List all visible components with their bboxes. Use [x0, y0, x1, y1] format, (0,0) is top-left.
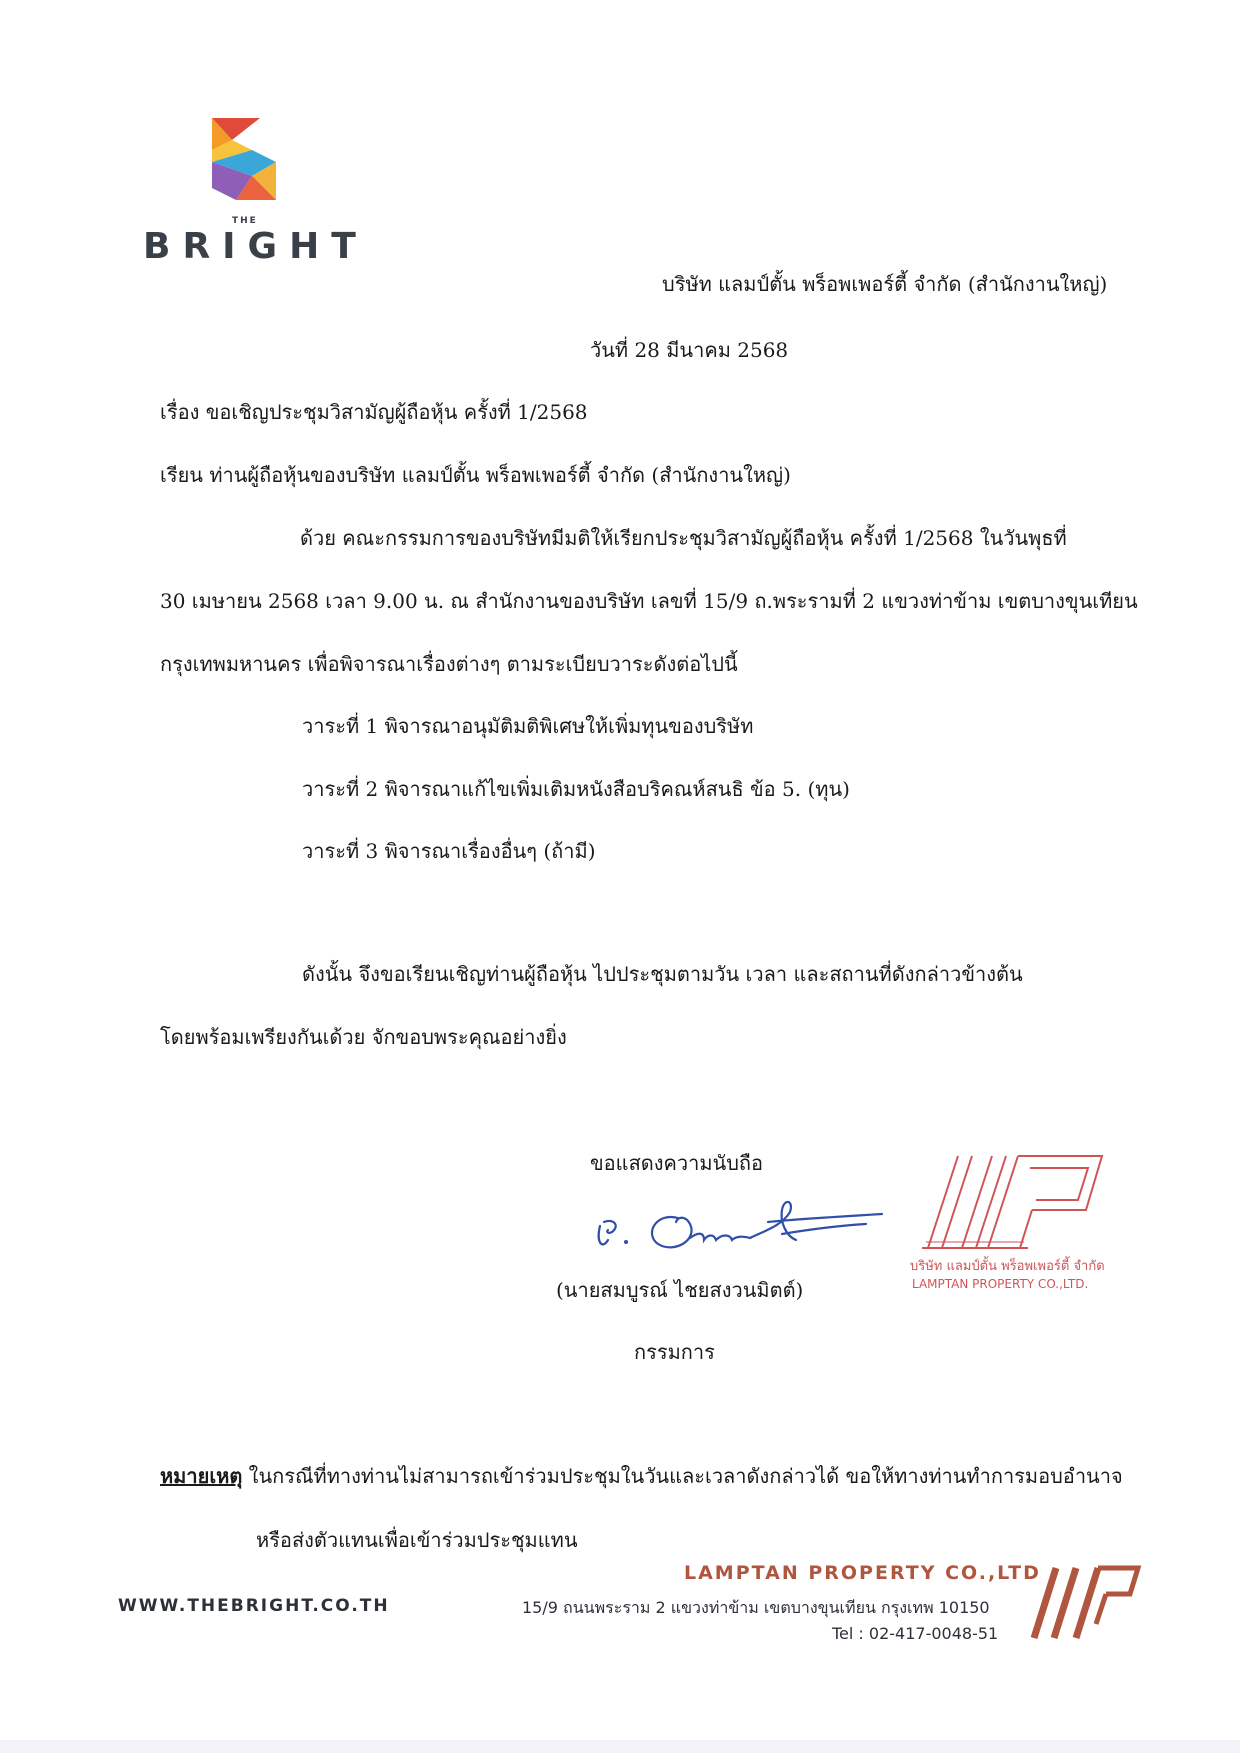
- signer-name: (นายสมบูรณ์ ไชยสงวนมิตต์): [556, 1278, 804, 1302]
- regards-text: ขอแสดงความนับถือ: [590, 1151, 764, 1175]
- footer-company-name: LAMPTAN PROPERTY CO.,LTD: [684, 1562, 1041, 1584]
- lamptan-logo-icon: [1026, 1562, 1142, 1642]
- recipient-line: เรียน ท่านผู้ถือหุ้นของบริษัท แลมป์ตั้น พร็อพเพอร์ตี้ จำกัด (สำนักงานใหญ่): [160, 463, 791, 487]
- logo-small-text: THE: [232, 216, 258, 226]
- letter-date: วันที่ 28 มีนาคม 2568: [590, 338, 789, 362]
- note-line-1: [160, 1460, 1123, 1492]
- closing-line-2: โดยพร้อมเพรียงกันเด้วย จักขอบพระคุณอย่างยิ่ง: [160, 1025, 567, 1049]
- company-seal-icon: [900, 1148, 1120, 1298]
- body-line-3: กรุงเทพมหานคร เพื่อพิจารณาเรื่องต่างๆ ตามระเบียบวาระดังต่อไปนี้: [160, 652, 738, 676]
- company-header: บริษัท แลมป์ตั้น พร็อพเพอร์ตี้ จำกัด (สำนักงานใหญ่): [662, 272, 1108, 296]
- body-line-1: ด้วย คณะกรรมการของบริษัทมีมติให้เรียกประชุมวิสามัญผู้ถือหุ้น ครั้งที่ 1/2568 ในวันพุธที่: [300, 526, 1067, 550]
- subject-line: เรื่อง ขอเชิญประชุมวิสามัญผู้ถือหุ้น ครั้งที่ 1/2568: [160, 400, 588, 424]
- footer-telephone: Tel : 02-417-0048-51: [832, 1624, 999, 1643]
- footer-address: 15/9 ถนนพระราม 2 แขวงท่าข้าม เขตบางขุนเทียน กรุงเทพ 10150: [522, 1598, 990, 1617]
- bright-logo-icon: [212, 118, 276, 200]
- signer-title: กรรมการ: [634, 1340, 715, 1364]
- handwritten-signature: [586, 1182, 886, 1262]
- note-label: หมายเหตุ: [160, 1464, 243, 1488]
- svg-text:LAMPTAN PROPERTY CO.,LTD.: LAMPTAN PROPERTY CO.,LTD.: [912, 1277, 1089, 1291]
- agenda-item-2: วาระที่ 2 พิจารณาแก้ไขเพิ่มเติมหนังสือบริคณห์สนธิ ข้อ 5. (ทุน): [302, 777, 850, 801]
- body-line-2: 30 เมษายน 2568 เวลา 9.00 น. ณ สำนักงานของบริษัท เลขที่ 15/9 ถ.พระรามที่ 2 แขวงท่าข้าม เขตบางขุนเทียน: [160, 589, 1138, 613]
- agenda-item-3: วาระที่ 3 พิจารณาเรื่องอื่นๆ (ถ้ามี): [302, 839, 596, 863]
- footer-website[interactable]: WWW.THEBRIGHT.CO.TH: [118, 1596, 390, 1616]
- page-bottom-edge: [0, 1740, 1240, 1753]
- note-text-1: ในกรณีที่ทางท่านไม่สามารถเข้าร่วมประชุมในวันและเวลาดังกล่าวได้ ขอให้ทางท่านทำการมอบอำนาจ: [242, 1464, 1123, 1488]
- note-line-2: หรือส่งตัวแทนเพื่อเข้าร่วมประชุมแทน: [256, 1528, 578, 1552]
- agenda-item-1: วาระที่ 1 พิจารณาอนุมัติมติพิเศษให้เพิ่มทุนของบริษัท: [302, 714, 754, 738]
- closing-line-1: ดังนั้น จึงขอเรียนเชิญท่านผู้ถือหุ้น ไปประชุมตามวัน เวลา และสถานที่ดังกล่าวข้างต้น: [302, 962, 1023, 986]
- svg-text:บริษัท แลมป์ตั้น พร็อพเพอร์ตี้: บริษัท แลมป์ตั้น พร็อพเพอร์ตี้ จำกัด: [910, 1259, 1105, 1274]
- logo-wordmark: BRIGHT: [143, 226, 368, 267]
